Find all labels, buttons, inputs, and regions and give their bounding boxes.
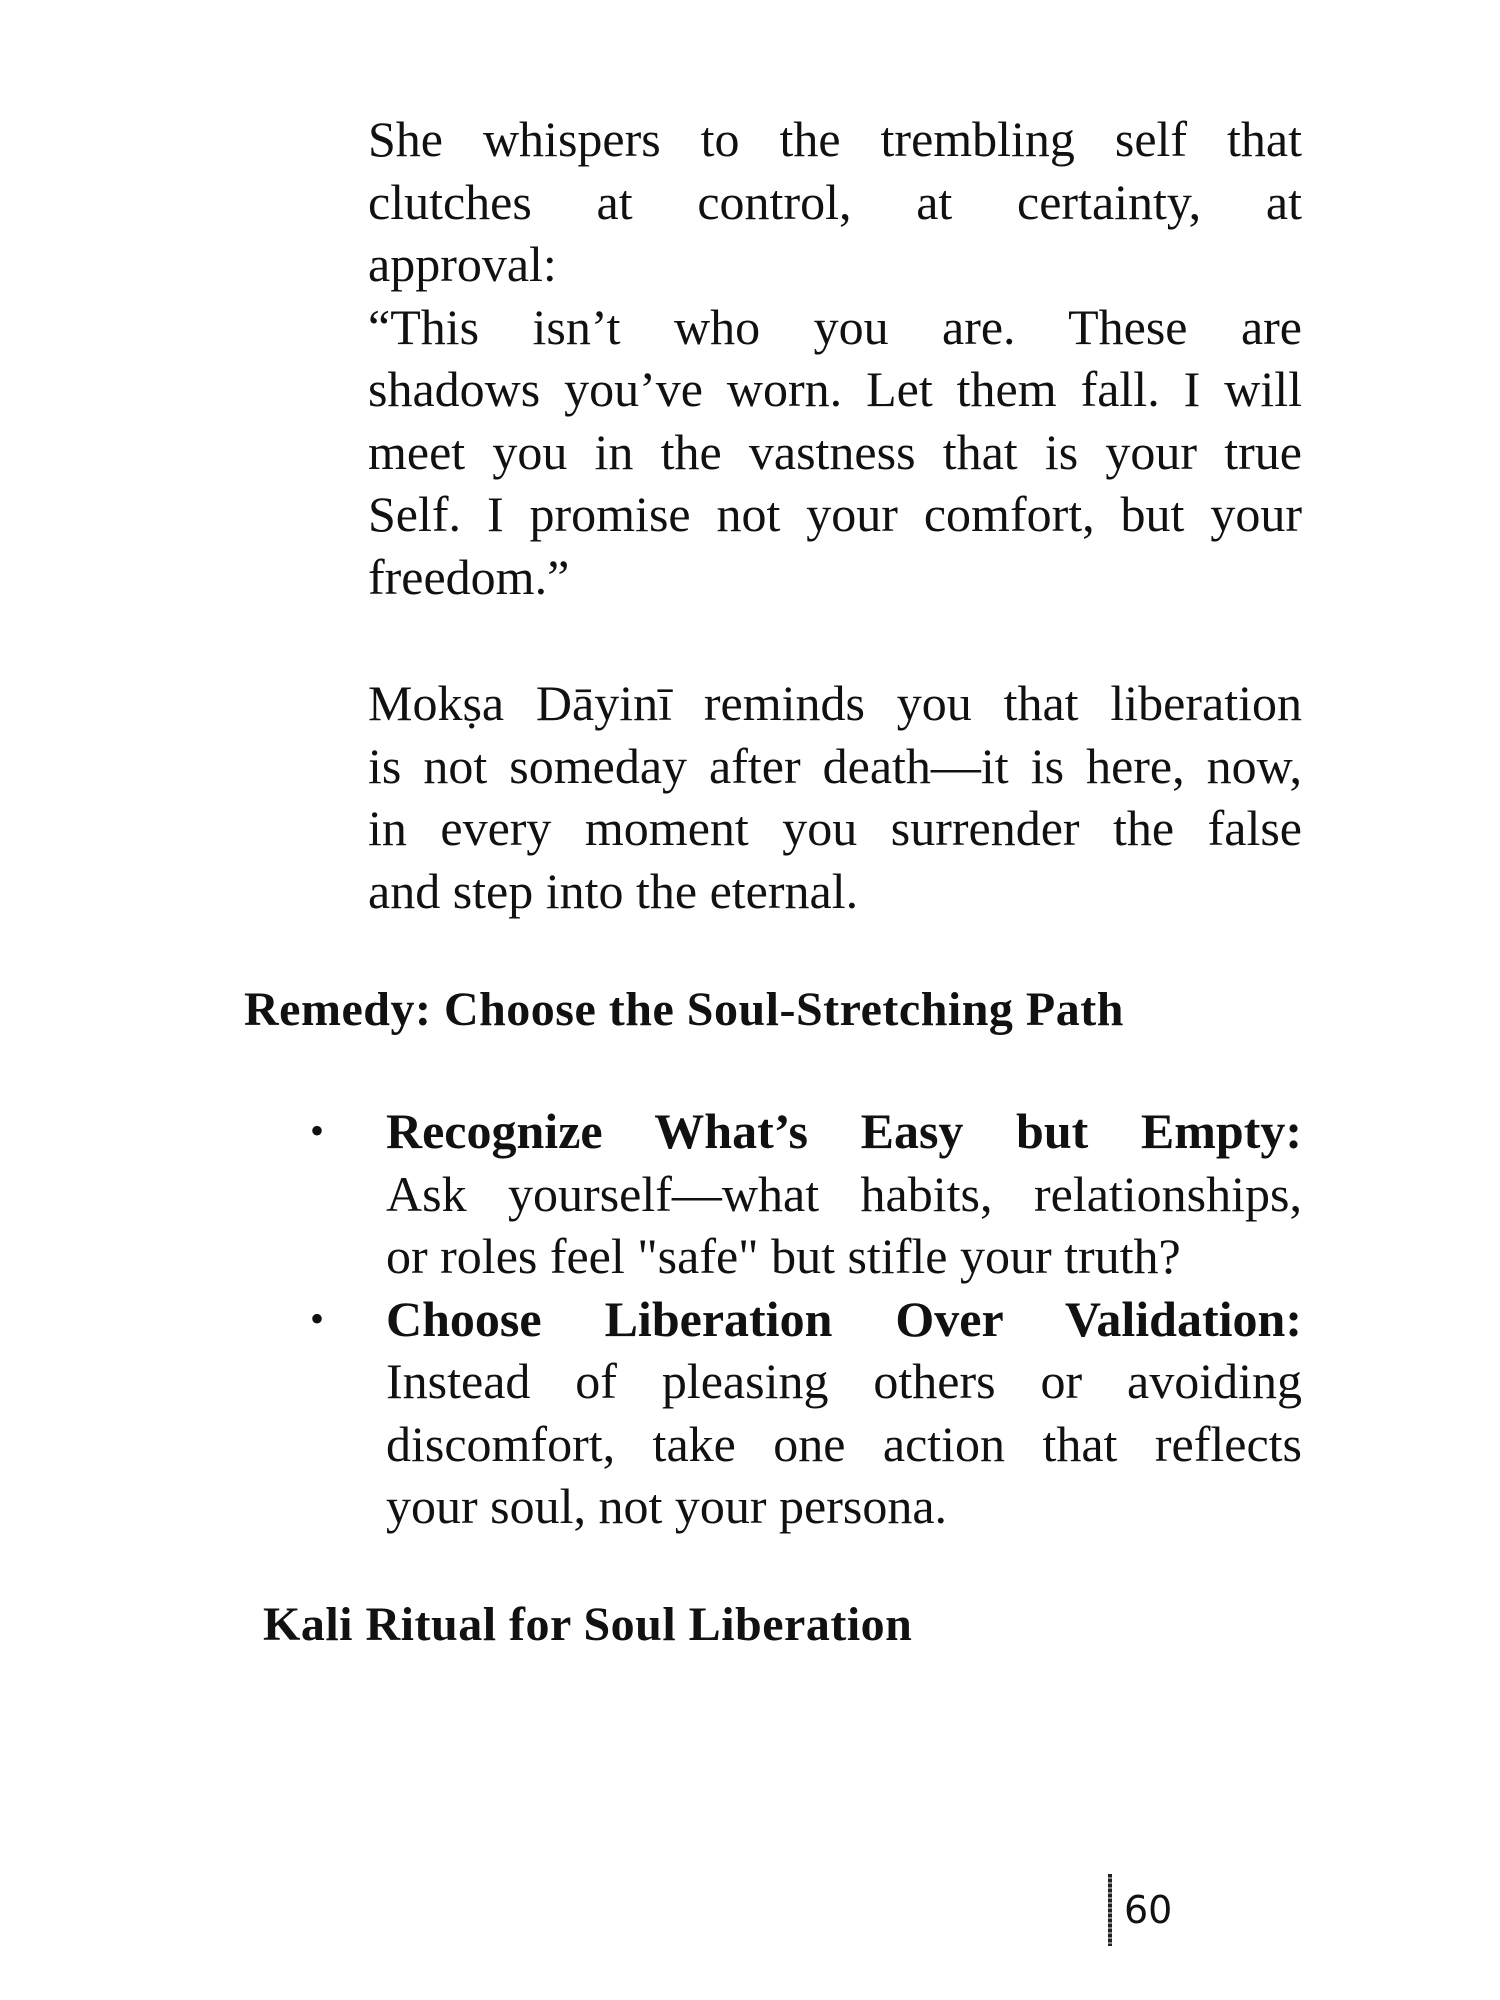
bullet-item-choose xyxy=(310,1288,1302,1538)
text-line: shadows you’ve worn. Let them fall. I will xyxy=(368,361,1302,417)
bullet-title: Recognize What’s Easy but Empty: xyxy=(386,1103,1302,1159)
bullet-item-recognize xyxy=(310,1100,1302,1288)
text-line: Self. I promise not your comfort, but your xyxy=(368,486,1302,542)
text-line: is not someday after death—it is here, now, xyxy=(368,737,1302,794)
text-line: in every moment you surrender the false xyxy=(368,800,1302,856)
remedy-bullet-list xyxy=(310,1100,1302,1538)
text-line: discomfort, take one action that reflects xyxy=(386,1415,1302,1472)
bullet-title: Choose Liberation Over Validation: xyxy=(386,1290,1302,1347)
text-line: your soul, not your persona. xyxy=(386,1478,948,1534)
page-number: 60 xyxy=(1124,1888,1173,1932)
remedy-heading: Remedy: Choose the Soul-Stretching Path xyxy=(244,983,1124,1036)
text-line: or roles feel "safe" but stifle your truth? xyxy=(386,1228,1181,1284)
text-line: freedom.” xyxy=(368,548,570,605)
text-line: Ask yourself—what habits, relationships, xyxy=(386,1165,1302,1222)
text-line: and step into the eternal. xyxy=(368,862,859,919)
page-footer xyxy=(1108,1874,1172,1946)
paragraph-whisper xyxy=(368,108,1302,608)
text-line: Mokṣa Dāyinī reminds you that liberation xyxy=(368,675,1302,731)
page-number-rule xyxy=(1108,1874,1112,1946)
text-line: clutches at control, at certainty, at xyxy=(368,173,1302,230)
text-line: Instead of pleasing others or avoiding xyxy=(386,1353,1302,1409)
text-line: approval: xyxy=(368,236,557,292)
text-line: She whispers to the trembling self that xyxy=(368,111,1302,167)
text-line: “This isn’t who you are. These are xyxy=(368,298,1302,355)
bullet-icon: • xyxy=(310,1108,325,1153)
text-line: meet you in the vastness that is your true xyxy=(368,423,1302,480)
bullet-icon: • xyxy=(310,1295,325,1341)
paragraph-moksa-dayini xyxy=(368,672,1302,922)
ritual-heading: Kali Ritual for Soul Liberation xyxy=(263,1598,913,1651)
